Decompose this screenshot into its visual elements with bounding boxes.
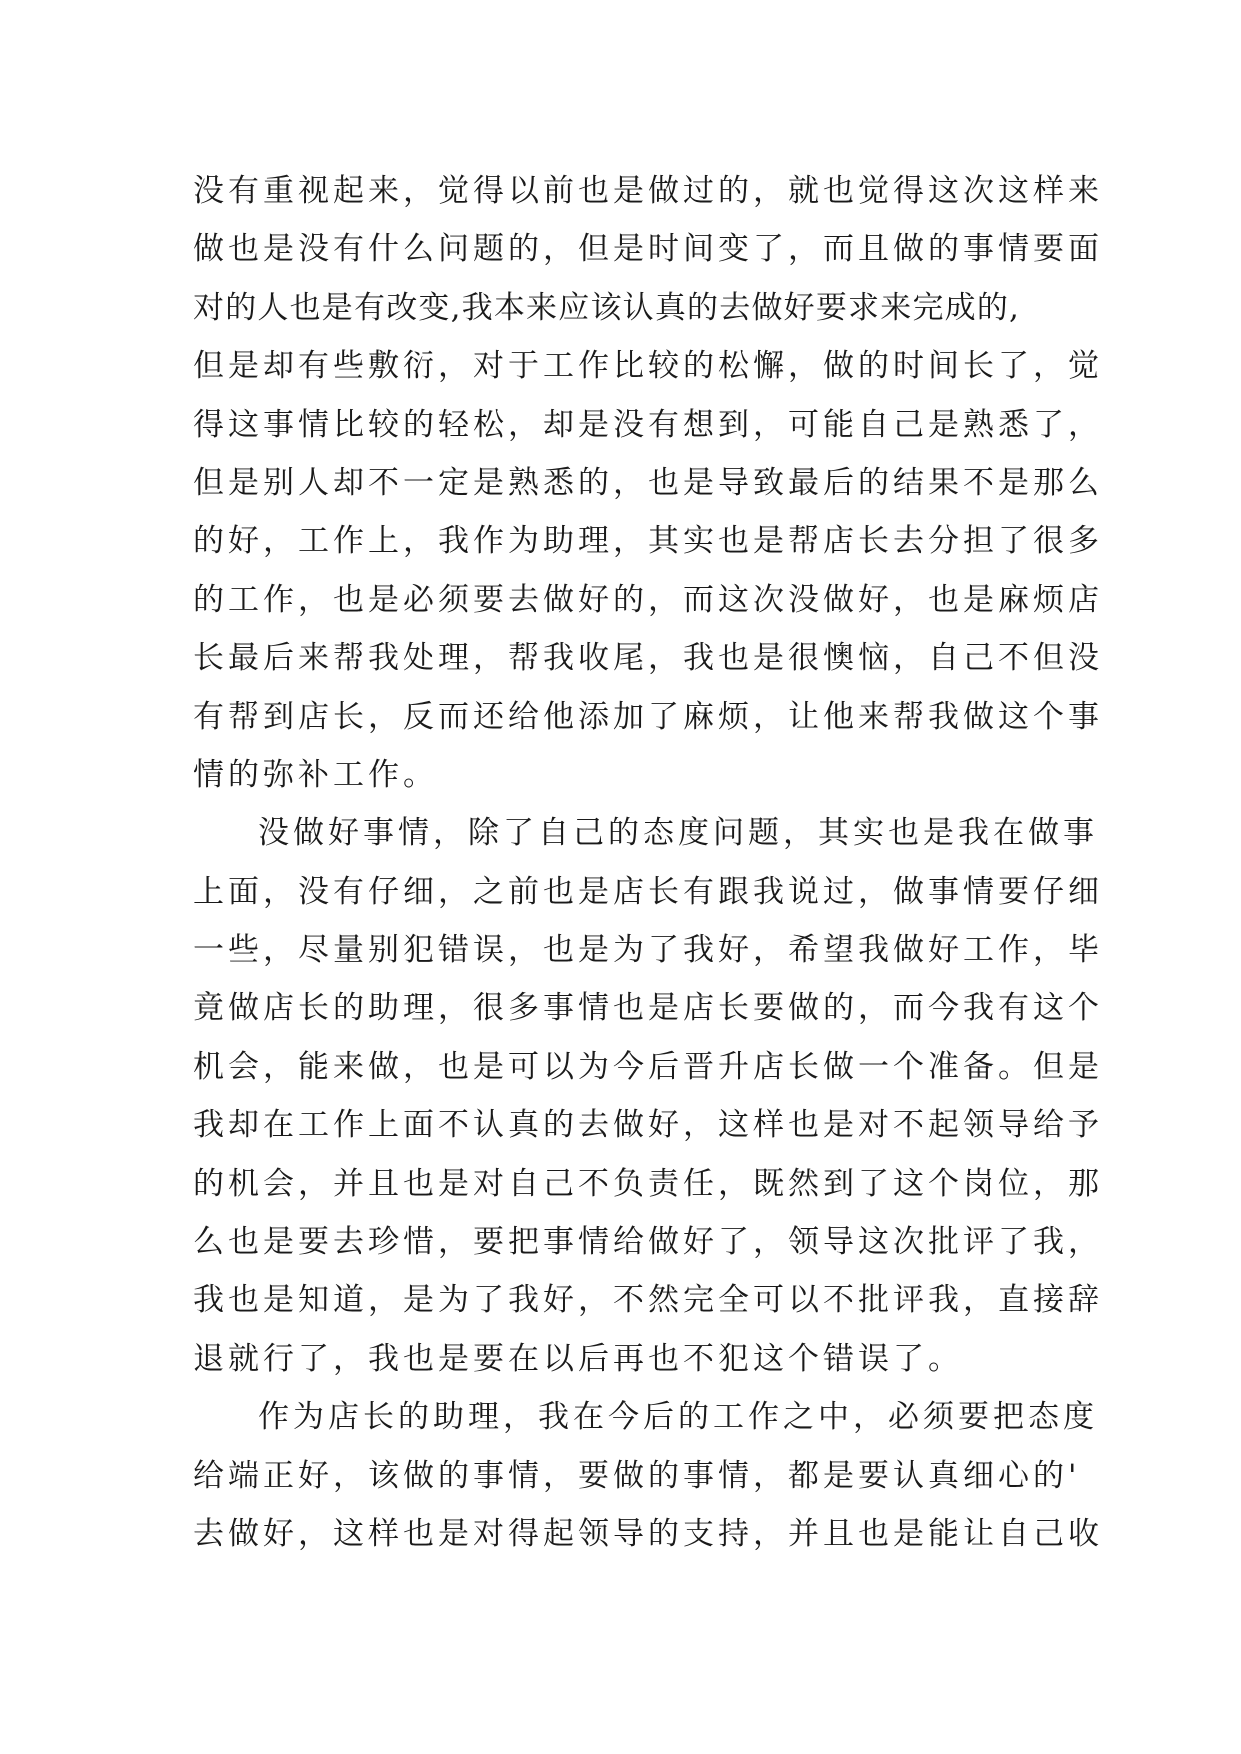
text-line: 没有重视起来，觉得以前也是做过的，就也觉得这次这样来 [193, 173, 1103, 209]
text-line: 做也是没有什么问题的，但是时间变了，而且做的事情要面 [193, 231, 1103, 268]
text-line: 我却在工作上面不认真的去做好，这样也是对不起领导给予 [193, 1107, 1103, 1144]
text-line: 的好，工作上，我作为助理，其实也是帮店长去分担了很多 [193, 523, 1103, 560]
text-line: 长最后来帮我处理，帮我收尾，我也是很懊恼，自己不但没 [193, 640, 1103, 677]
body-text [193, 162, 1103, 1563]
text-line: 么也是要去珍惜，要把事情给做好了，领导这次批评了我， [193, 1224, 1103, 1261]
text-line: 去做好，这样也是对得起领导的支持，并且也是能让自己收 [193, 1515, 1103, 1552]
text-line: 但是却有些敷衍，对于工作比较的松懈，做的时间长了，觉 [193, 348, 1103, 385]
text-line: 一些，尽量别犯错误，也是为了我好，希望我做好工作，毕 [193, 932, 1103, 969]
text-line: 我也是知道，是为了我好，不然完全可以不批评我，直接辞 [193, 1282, 1103, 1319]
text-line: 的工作，也是必须要去做好的，而这次没做好，也是麻烦店 [193, 581, 1103, 618]
text-line: 有帮到店长，反而还给他添加了麻烦，让他来帮我做这个事 [193, 698, 1103, 735]
paragraph-first-line: 没做好事情，除了自己的态度问题，其实也是我在做事 [258, 815, 1098, 852]
text-line: 退就行了，我也是要在以后再也不犯这个错误了。 [193, 1340, 963, 1377]
text-line: 的机会，并且也是对自己不负责任，既然到了这个岗位，那 [193, 1165, 1103, 1202]
text-line: 上面，没有仔细，之前也是店长有跟我说过，做事情要仔细 [193, 873, 1103, 910]
text-line: 情的弥补工作。 [193, 756, 438, 793]
text-line: 对的人也是有改变,我本来应该认真的去做好要求来完成的, [193, 289, 1021, 326]
text-line: 得这事情比较的轻松，却是没有想到，可能自己是熟悉了， [193, 406, 1103, 443]
text-line: 给端正好，该做的事情，要做的事情，都是要认真细心的' [193, 1457, 1081, 1494]
text-line: 竟做店长的助理，很多事情也是店长要做的，而今我有这个 [193, 990, 1103, 1027]
text-line: 但是别人却不一定是熟悉的，也是导致最后的结果不是那么 [193, 464, 1103, 501]
paragraph-first-line: 作为店长的助理，我在今后的工作之中，必须要把态度 [258, 1399, 1098, 1436]
text-line: 机会，能来做，也是可以为今后晋升店长做一个准备。但是 [193, 1048, 1103, 1085]
